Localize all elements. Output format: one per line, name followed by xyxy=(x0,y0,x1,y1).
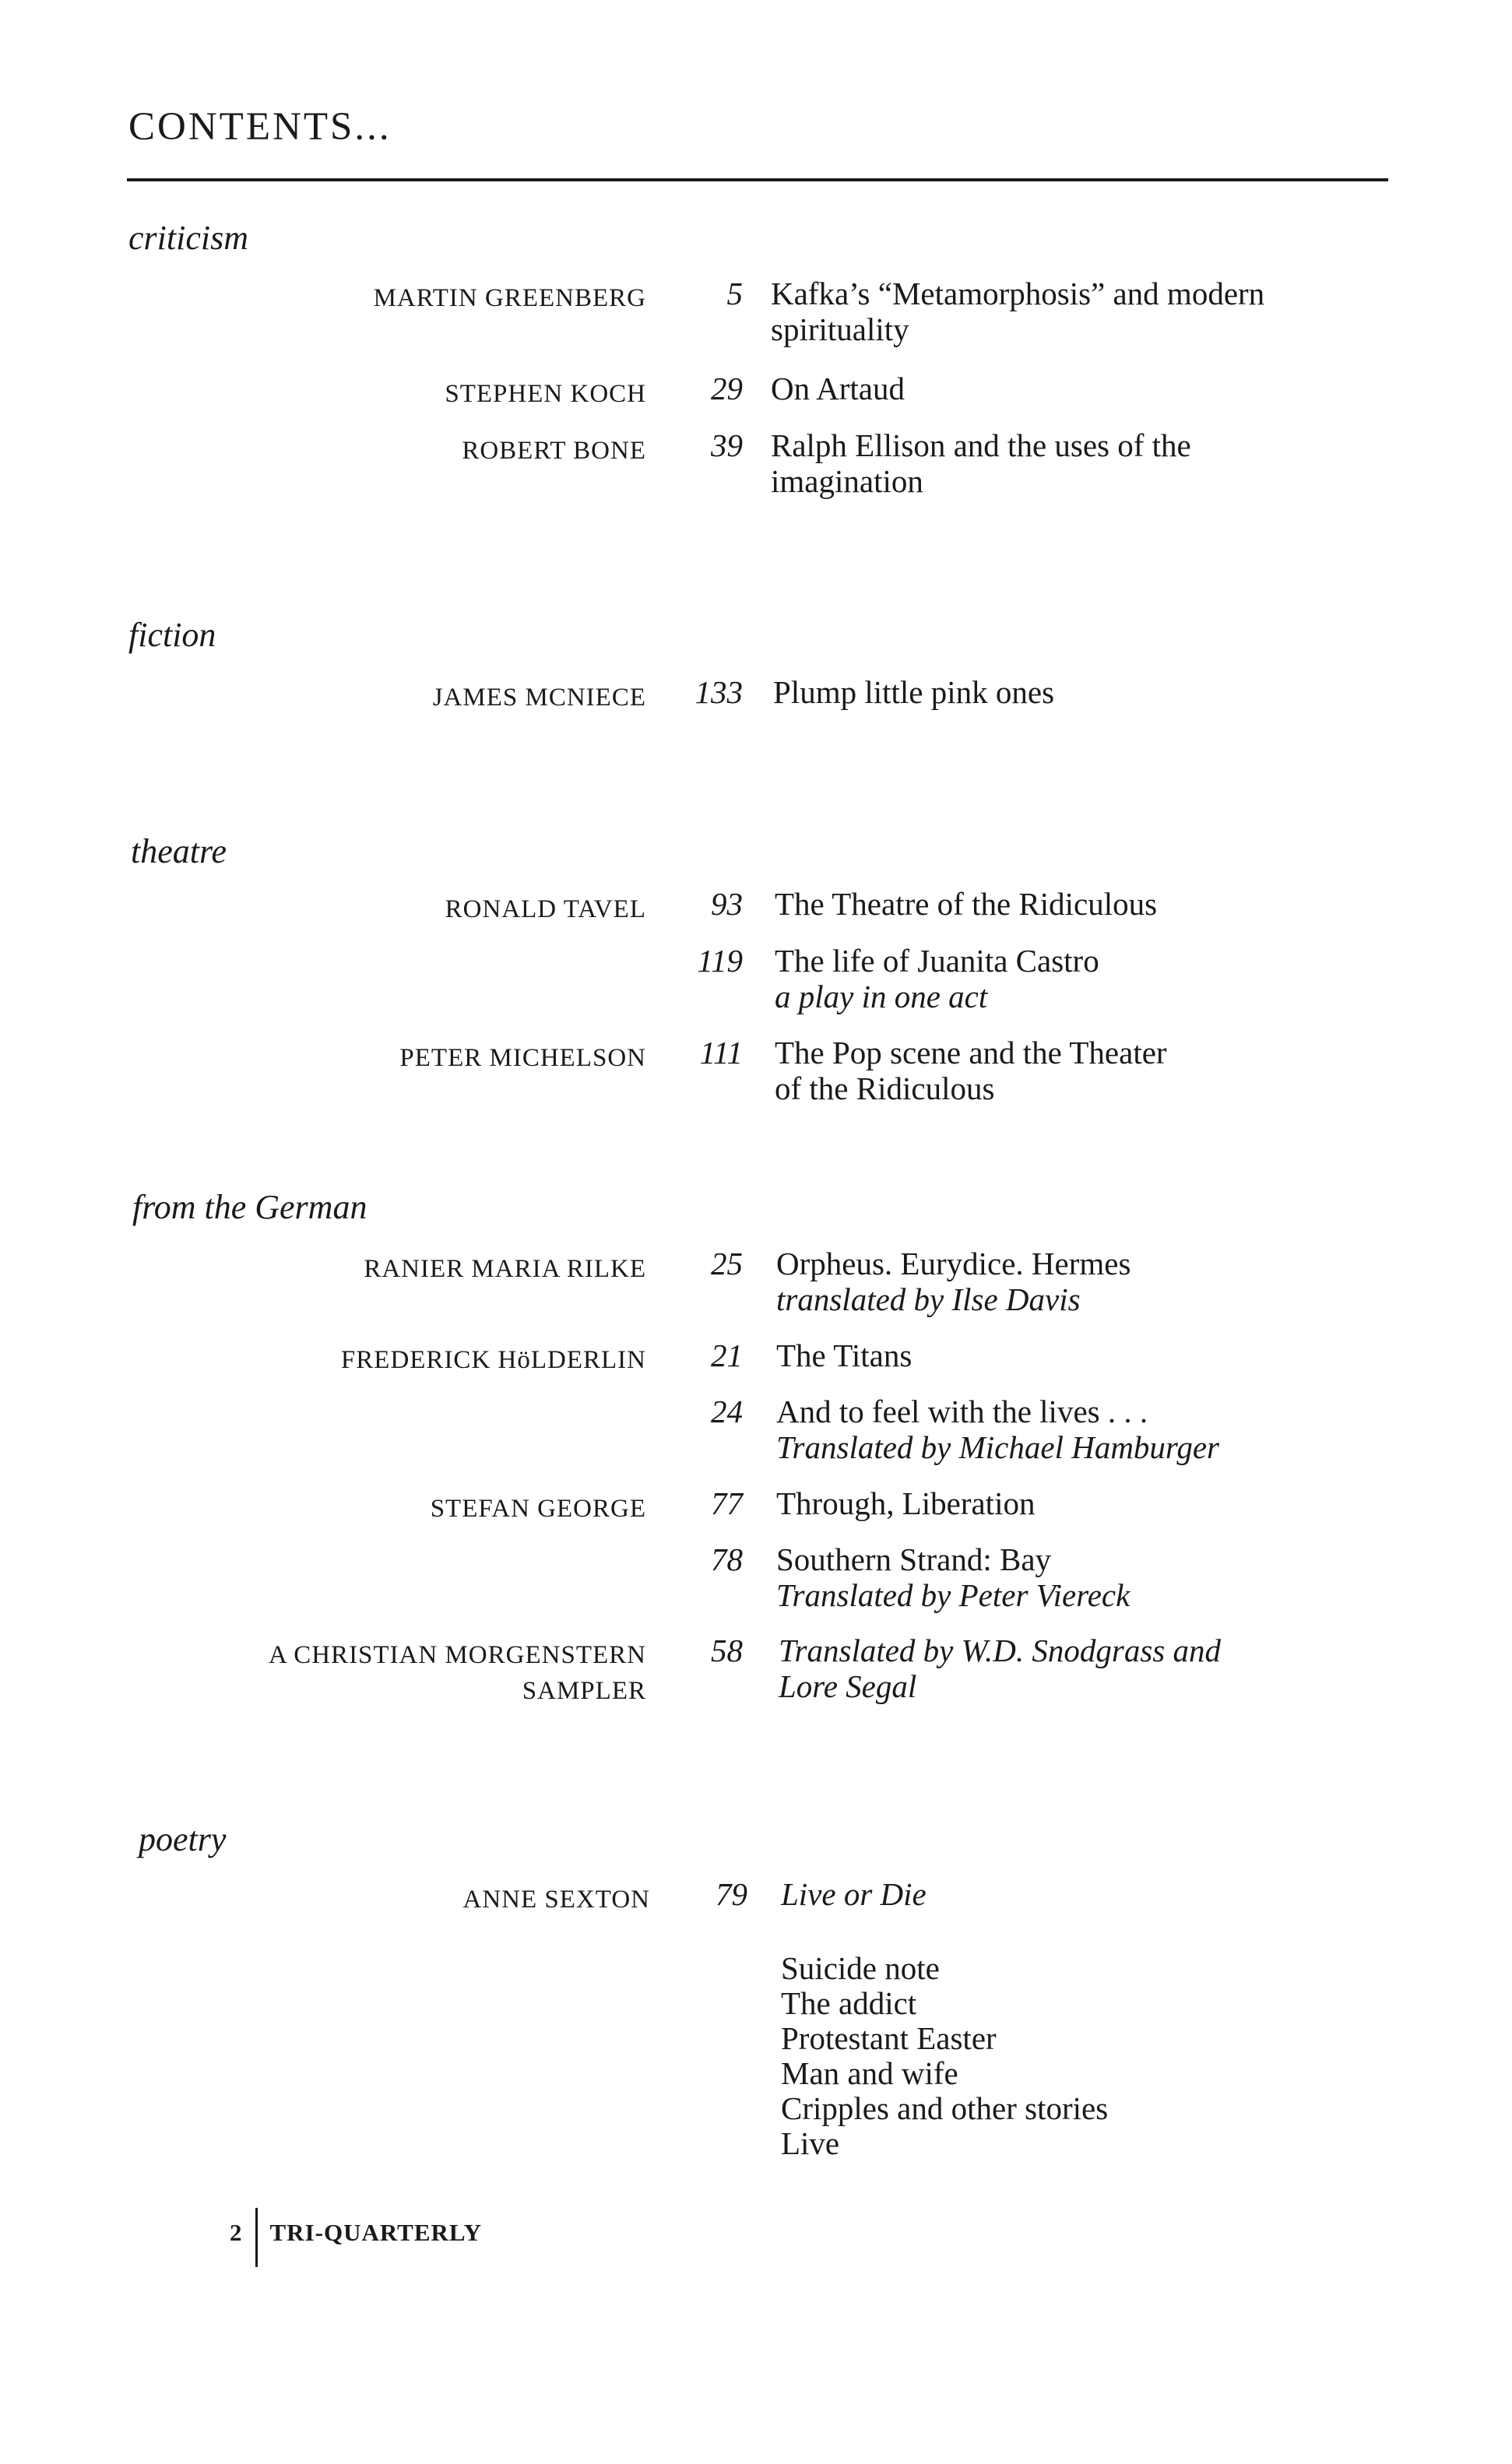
heading-rule xyxy=(127,178,1388,181)
toc-translator: translated by Ilse Davis xyxy=(776,1281,1081,1317)
toc-author: ROBERT BONE xyxy=(462,437,646,465)
toc-author xyxy=(0,1637,646,1709)
poem-title: The addict xyxy=(781,1985,917,2021)
toc-author-line: A CHRISTIAN MORGENSTERN xyxy=(268,1641,646,1669)
toc-author: JAMES MCNIECE xyxy=(432,684,646,712)
toc-title xyxy=(771,276,1409,347)
poem-title: Cripples and other stories xyxy=(781,2090,1109,2126)
toc-title-line: imagination xyxy=(771,463,923,499)
toc-page-number: 111 xyxy=(699,1035,743,1070)
toc-author: STEPHEN KOCH xyxy=(445,380,646,408)
toc-title-line: spirituality xyxy=(771,311,909,347)
journal-name: TRI-QUARTERLY xyxy=(269,2219,483,2246)
toc-page-number: 78 xyxy=(711,1541,743,1577)
section-criticism: criticism xyxy=(128,219,248,257)
toc-page-number: 25 xyxy=(711,1246,743,1281)
toc-title xyxy=(775,1035,1413,1106)
toc-subtitle: a play in one act xyxy=(775,979,988,1014)
toc-collection-title: Live or Die xyxy=(781,1876,927,1912)
toc-title xyxy=(771,427,1409,499)
toc-title xyxy=(775,943,1413,1014)
toc-title-line: of the Ridiculous xyxy=(775,1070,995,1106)
toc-title-line: The Titans xyxy=(776,1337,912,1373)
toc-author: RONALD TAVEL xyxy=(445,895,646,923)
toc-title-line: Southern Strand: Bay xyxy=(776,1541,1052,1577)
toc-title xyxy=(776,1246,1415,1317)
toc-title xyxy=(776,1394,1415,1465)
toc-title xyxy=(781,1876,1419,1912)
toc-page-number: 79 xyxy=(716,1876,747,1912)
toc-author: STEFAN GEORGE xyxy=(430,1495,646,1523)
toc-translator: Translated by W.D. Snodgrass and xyxy=(779,1633,1221,1668)
footer-divider xyxy=(255,2208,258,2267)
toc-title-line: The life of Juanita Castro xyxy=(775,943,1099,979)
toc-author: FREDERICK HöLDERLIN xyxy=(340,1346,646,1374)
toc-page-number: 119 xyxy=(697,943,743,979)
section-theatre: theatre xyxy=(131,832,227,870)
toc-title xyxy=(776,1485,1415,1521)
toc-page-number: 133 xyxy=(694,674,743,710)
toc-title-line: Plump little pink ones xyxy=(773,674,1055,710)
toc-page-number: 39 xyxy=(711,427,743,463)
poem-title: Man and wife xyxy=(781,2055,958,2091)
toc-page-number: 21 xyxy=(711,1337,743,1373)
page-footer xyxy=(230,2203,482,2262)
toc-title xyxy=(775,886,1413,922)
toc-title-line: The Pop scene and the Theater xyxy=(775,1035,1167,1070)
toc-title-line: And to feel with the lives . . . xyxy=(776,1394,1148,1429)
toc-translator: Translated by Peter Viereck xyxy=(776,1577,1130,1613)
toc-title-line: Through, Liberation xyxy=(776,1485,1036,1521)
toc-translator: Lore Segal xyxy=(779,1668,917,1704)
toc-author: MARTIN GREENBERG xyxy=(373,284,646,312)
toc-title xyxy=(776,1337,1415,1373)
toc-author: RANIER MARIA RILKE xyxy=(364,1255,646,1283)
toc-page-number: 5 xyxy=(726,276,743,311)
toc-author: PETER MICHELSON xyxy=(399,1044,646,1072)
toc-page-number: 24 xyxy=(711,1394,743,1429)
section-poetry: poetry xyxy=(139,1820,227,1858)
toc-title xyxy=(776,1541,1415,1613)
poem-list xyxy=(781,1951,1108,2161)
toc-title xyxy=(771,371,1409,406)
section-from-the-german: from the German xyxy=(132,1188,367,1226)
toc-page-number: 77 xyxy=(711,1485,743,1521)
toc-translator: Translated by Michael Hamburger xyxy=(776,1429,1220,1465)
section-fiction: fiction xyxy=(128,616,216,654)
poem-title: Protestant Easter xyxy=(781,2020,997,2056)
page-heading: CONTENTS... xyxy=(128,105,392,149)
toc-title xyxy=(779,1633,1417,1704)
toc-title-line: On Artaud xyxy=(771,371,905,406)
toc-title-line: The Theatre of the Ridiculous xyxy=(775,886,1158,922)
poem-title: Suicide note xyxy=(781,1950,940,1986)
toc-page-number: 93 xyxy=(711,886,743,922)
toc-page-number: 29 xyxy=(711,371,743,406)
toc-title xyxy=(773,674,1412,710)
toc-author: ANNE SEXTON xyxy=(462,1886,650,1914)
toc-author-line: SAMPLER xyxy=(522,1677,646,1705)
poem-title: Live xyxy=(781,2125,840,2161)
toc-title-line: Ralph Ellison and the uses of the xyxy=(771,427,1191,463)
toc-page-number: 58 xyxy=(711,1633,743,1668)
toc-title-line: Orpheus. Eurydice. Hermes xyxy=(776,1246,1131,1281)
folio-page-number: 2 xyxy=(230,2219,243,2246)
toc-title-line: Kafka’s “Metamorphosis” and modern xyxy=(771,276,1265,311)
